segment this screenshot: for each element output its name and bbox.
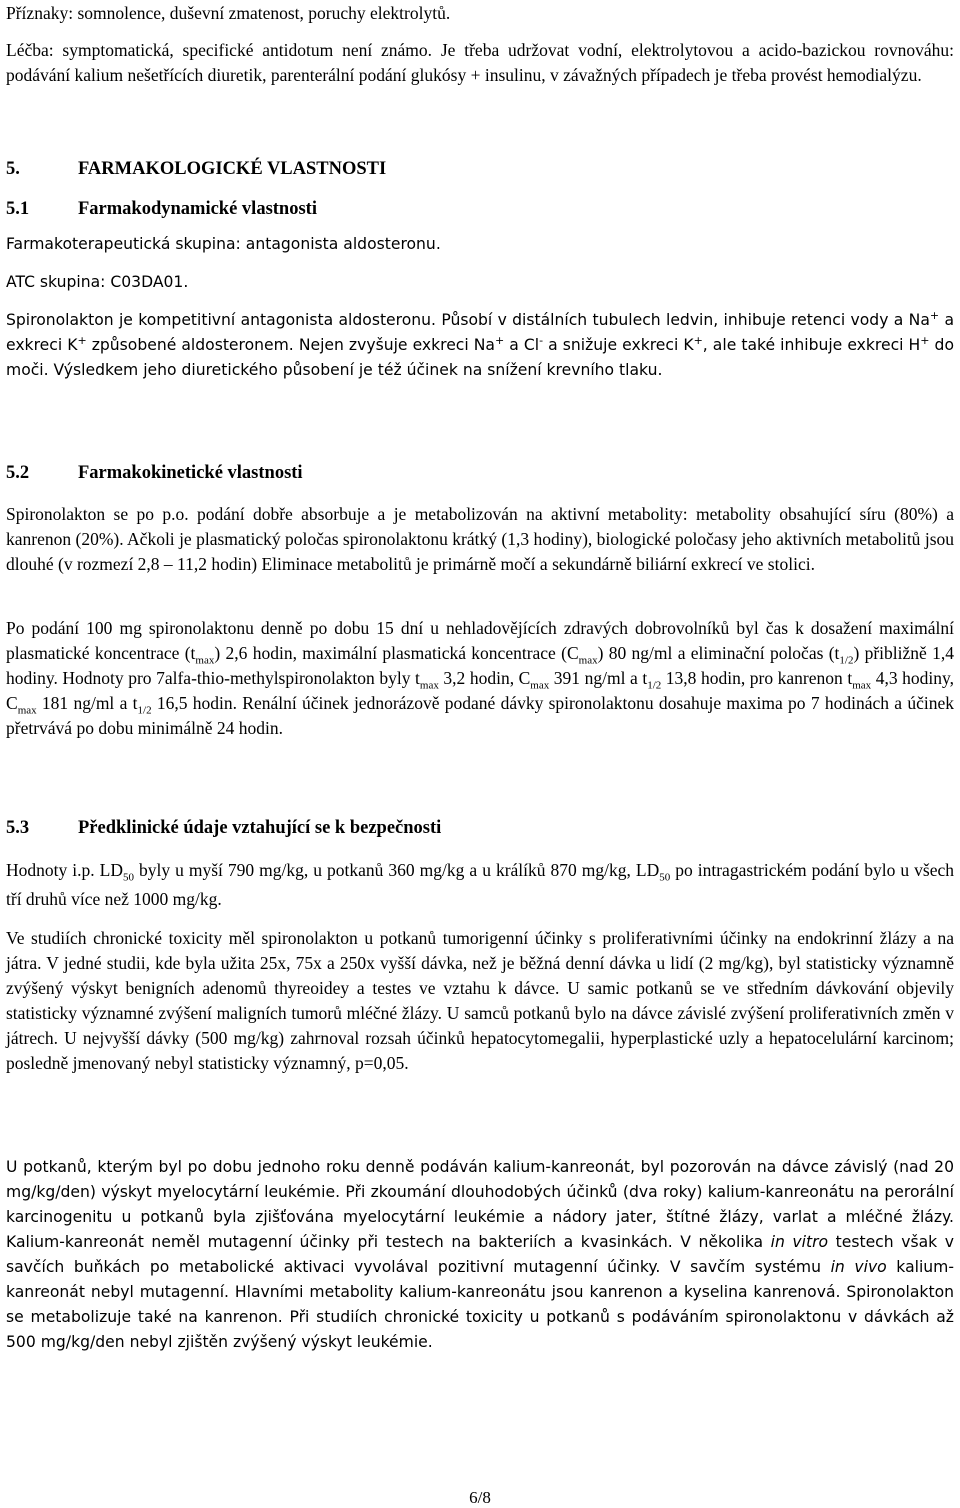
section-5-heading xyxy=(6,159,386,180)
atc-group: ATC skupina: C03DA01. xyxy=(6,273,189,291)
pharmacokinetics-paragraph-2: Po podání 100 mg spironolaktonu denně po dobu 15 dní u nehladovějících zdravých dobrovolníků byl čas k dosažení maximální plasmatické koncentrace $(t_{max})$ 2,6 hodin, maximální plasmatická koncentrace $(C_{max})$ 80 ng/ml a eliminační poločas $(t_{1/2})$ přibližně 1,4 hodiny. Hodnoty pro 7alfa-thio-methylspironolakton byly $t_{max}$ 3,2 hodin, $C_{max}$ 391 ng/ml a $t_{1/2}$ 13,8 hodin, pro kanrenon $t_{max}$ 4,3 hodiny, $C_{max}$ 181 ng/ml a $t_{1/2}$ 16,5 hodin. Renální účinek jednorázově podané dávky spironolaktonu dosahuje maxima po 7 hodinách a účinek přetrvává po dobu minimálně 24 hodin. xyxy=(6,618,955,738)
section-title: Farmakokinetické vlastnosti xyxy=(78,463,303,483)
section-number: 5.1 xyxy=(6,199,30,219)
treatment-paragraph: Léčba: symptomatická, specifické antidotum není známo. Je třeba udržovat vodní, elektrolytovou a acido-bazickou rovnováhu: podávání kalium nešetřících diuretik, parenterální podání glukósy + insulinu, v závažných případech je třeba provést hemodialýzu. xyxy=(6,40,954,85)
pharmacodynamics-paragraph: Spironolakton je kompetitivní antagonista aldosteronu. Působí v distálních tubulech ledvin, inhibuje retenci vody a Na+ a exkreci K+ způsobené aldosteronem. Nejen zvyšuje exkreci Na+ a Cl- a snižuje exkreci K+, ale také inhibuje exkreci H+ do moči. Výsledkem jeho diuretického působení je též účinek na snížení krevního tlaku. xyxy=(6,308,955,379)
leukemia-paragraph: U potkanů, kterým byl po dobu jednoho roku denně podáván kalium-kanreonát, byl pozorován na dávce závislý (nad 20 mg/kg/den) výskyt myelocytární leukémie. Při zkoumání dlouhodobých účinků (dva roky) kalium-kanreonátu na perorální karcinogenitu u potkanů byla zjišťována myelocytární leukémie a nádory jater, štítné žlázy, varlat a mléčné žlázy. Kalium-kanreonát neměl mutagenní účinky při testech na bakteriích a kvasinkách. V několika in vitro testech však v savčích buňkách po metabolické aktivaci vyvolával pozitivní mutagenní účinky. V savčím systému in vivo kalium-kanreonát nebyl mutagenní. Hlavními metabolity kalium-kanreonátu jsou kanrenon a kyselina kanrenová. Spironolakton se metabolizuje také na kanrenon. Při studiích chronické toxicity u potkanů s podáváním spironolaktonu v dávkách až 500 mg/kg/den nebyl zjištěn zvýšený výskyt leukémie. xyxy=(6,1158,954,1351)
section-number: 5. xyxy=(6,159,20,179)
section-5-3-heading xyxy=(6,818,441,839)
section-title: FARMAKOLOGICKÉ VLASTNOSTI xyxy=(78,159,387,179)
section-title: Farmakodynamické vlastnosti xyxy=(78,199,317,219)
section-title: Předklinické údaje vztahující se k bezpečnosti xyxy=(78,818,442,838)
pharmacokinetics-paragraph-1: Spironolakton se po p.o. podání dobře absorbuje a je metabolizován na aktivní metabolity: metabolity obsahující síru (80%) a kanrenon (20%). Ačkoli je plasmatický poločas spironolaktonu krátký (1,3 hodiny), biologické poločasy jeho aktivních metabolitů jsou dlouhé (v rozmezí 2,8 – 11,2 hodin) Eliminace metabolitů je primárně močí a sekundárně biliární exkrecí ve stolici. xyxy=(6,504,954,574)
pharmacotherapeutic-group: Farmakoterapeutická skupina: antagonista aldosteronu. xyxy=(6,235,441,253)
ld50-paragraph: Hodnoty i.p. $LD_{50}$ byly u myší 790 mg/kg, u potkanů 360 mg/kg a u králíků 870 mg/kg, $LD_{50}$ po intragastrickém podání bylo u všech tří druhů více než 1000 mg/kg. xyxy=(6,860,954,909)
section-5-2-heading xyxy=(6,463,303,484)
page-number: 6/8 xyxy=(469,1488,491,1507)
section-number: 5.2 xyxy=(6,463,30,483)
symptoms-text: Příznaky: somnolence, duševní zmatenost, poruchy elektrolytů. xyxy=(6,3,451,23)
section-5-1-body xyxy=(6,232,954,383)
section-5-1-heading xyxy=(6,199,317,220)
chronic-toxicity-paragraph: Ve studiích chronické toxicity měl spironolakton u potkanů tumorigenní účinky s proliferativními účinky na endokrinní žlázy a na játra. V jedné studii, kde byla užita 25x, 75x a 250x vyšší dávka, než je běžná denní dávka u lidí (2 mg/kg), byl statisticky významně zvýšený výskyt benigních adenomů thyreoidey a testes ve vztahu k dávce. U samic potkanů se ve středním dávkování objevily statisticky významné zvýšení maligních tumorů mléčné žlázy. U samců potkanů bylo na dávce závislé zvýšení proliferativních změn v játrech. U nejvyšší dávky (500 mg/kg) zahrnoval rozsah účinků hepatocytomegalii, hyperplastické uzly a hepatocelulární karcinom; posledně jmenovaný nebyl statisticky významný, p=0,05. xyxy=(6,928,954,1073)
section-number: 5.3 xyxy=(6,818,30,838)
